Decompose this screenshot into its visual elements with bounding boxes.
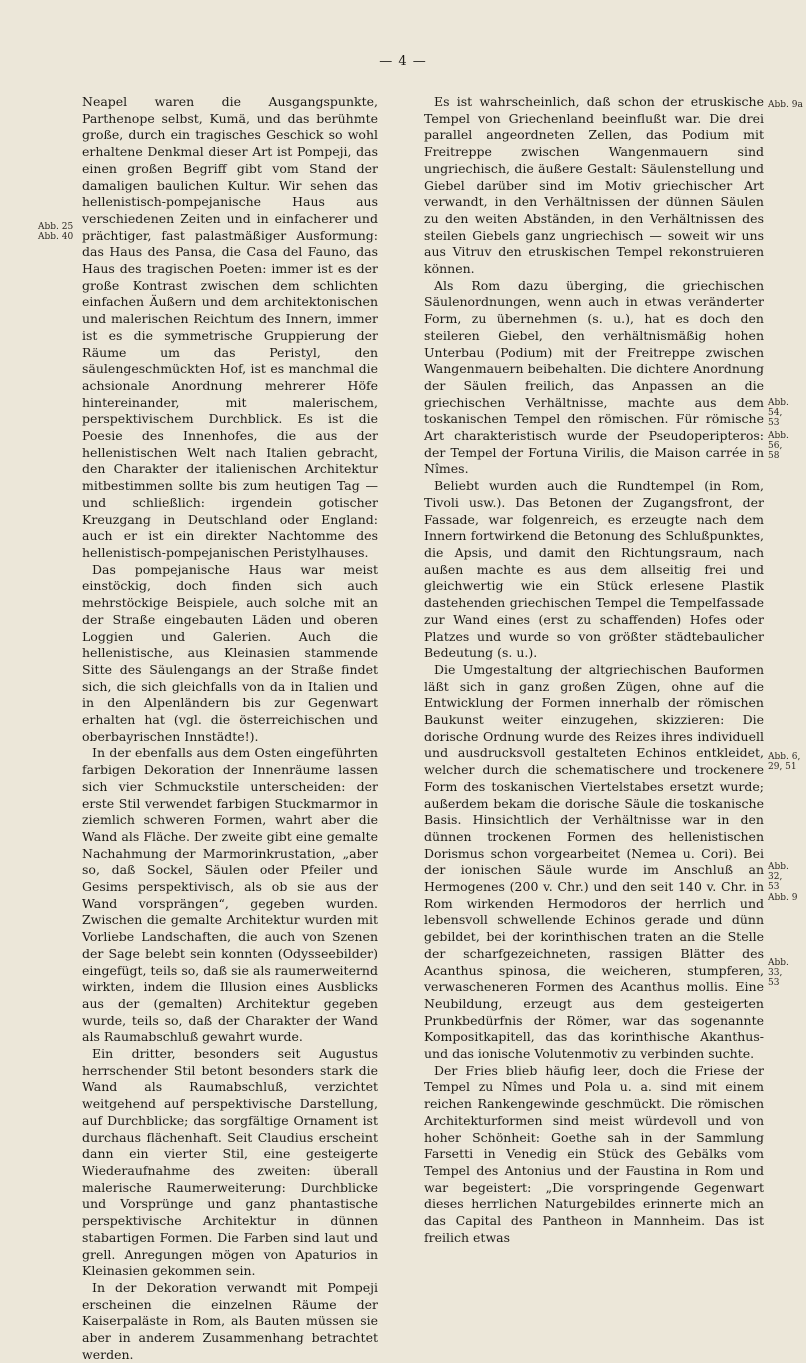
left-column [82, 94, 378, 1363]
figure-reference: Abb. 32, 53 [768, 862, 789, 892]
figure-reference: Abb. 6, 29, 51 [768, 752, 801, 772]
paragraph: Der Fries blieb häufig leer, doch die Friese der Tempel zu Nîmes und Pola u. a. sind mit einem reichen Rankengewinde geschmückt. Die römischen Architekturformen sind meist würdevoll und von hoher Schönheit: Goethe sah in der Sammlung Farsetti in Venedig ein Stück des Gebälks vom Tempel des Antonius und der Faustina in Rom und war begeistert: „Die vorspringende Gegenwart dieses herrlichen Naturgebildes erinnerte mich an das Capital des Pantheon in Mannheim. Das ist freilich etwas [424, 1062, 764, 1245]
page-number: — 4 — [379, 54, 427, 69]
figure-reference: Abb. 56, 58 [768, 431, 789, 461]
paragraph: Als Rom dazu überging, die griechischen Säulenordnungen, wenn auch in etwas veränderter Form, zu übernehmen (s. u.), hat es doch den steileren Giebel, den verhältnismäßig hohen Unterbau (Podium) mit der Freitreppe zwischen Wangenmauern beibehalten. Die dichtere Anordnung der Säulen freilich, das Anpassen an die griechischen Verhältnisse, machte aus dem toskanischen Tempel den römischen. Für römische Art charakteristisch wurde der Pseudoperipteros: der Tempel der Fortuna Virilis, die Maison carrée in Nîmes. [424, 277, 764, 477]
paragraph: Ein dritter, besonders seit Augustus herrschender Stil betont besonders stark die Wand als Raumabschluß, verzichtet weitgehend auf perspektivische Darstellung, auf Durchblicke; das sorgfältige Ornament ist durchaus flächenhaft. Seit Claudius erscheint dann ein vierter Stil, eine gesteigerte Wiederaufnahme des zweiten: überall malerische Raumerweiterung: Durchblicke und Vorsprünge und ganz phantastische perspektivische Architektur in dünnen stabartigen Formen. Die Farben sind laut und grell. Anregungen mögen von Apaturios in Kleinasien gekommen sein. [82, 1046, 378, 1279]
paragraph: Die Umgestaltung der altgriechischen Bauformen läßt sich in ganz großen Zügen, ohne auf die Entwicklung der Formen innerhalb der römischen Baukunst weiter einzugehen, skizzieren: Die dorische Ordnung wurde des Reizes ihres individuell und ausdrucksvoll gestalteten Echinos entkleidet, welcher durch die schematischere und trockenere Form des toskanischen Viertelstabes ersetzt wurde; außerdem bekam die dorische Säule die toskanische Basis. Hinsichtlich der Verhältnisse war in den dünnen trockenen Formen des hellenistischen Dorismus schon vorgearbeitet (Nemea u. Cori). Bei der ionischen Säule wurde im Anschluß an Hermogenes (200 v. Chr.) und den seit 140 v. Chr. in Rom wirkenden Hermodoros der herrlich und lebensvoll schwellende Echinos gerade und dünn gebildet, bei der korinthischen traten an die Stelle der scharfgezeichneten, rassigen Blätter des Acanthus spinosa, die weicheren, stumpferen, verwascheneren Formen des Acanthus mollis. Eine Neubildung, erzeugt aus dem gesteigerten Prunkbedürfnis der Römer, war das sogenannte Kompositkapitell, das das korinthische Akanthus- und das ionische Volutenmotiv zu verbinden suchte. [424, 661, 764, 1062]
figure-reference: Abb. 54, 53 [768, 398, 789, 428]
figure-reference: Abb. 25 Abb. 40 [38, 222, 74, 242]
paragraph: Neapel waren die Ausgangspunkte, Parthenope selbst, Kumä, und das berühmte große, durch ein tragisches Geschick so wohl erhaltene Denkmal dieser Art ist Pompeji, das einen großen Begriff gibt vom Stand der damaligen baulichen Kultur. Wir sehen das hellenistisch-pompejanische Haus aus verschiedenen Zeiten und in einfacherer und prächtiger, fast palastmäßiger Ausformung: das Haus des Pansa, die Casa del Fauno, das Haus des tragischen Poeten: immer ist es der große Kontrast zwischen dem schlichten einfachen Äußern und dem architektonischen und malerischen Reichtum des Innern, immer ist es die symmetrische Gruppierung der Räume um das Peristyl, den säulengeschmückten Hof, ist es manchmal die achsionale Anordnung mehrerer Höfe hintereinander, mit malerischem, perspektivischem Durchblick. Es ist die Poesie des Innenhofes, die aus der hellenistischen Welt nach Italien gebracht, den Charakter der italienischen Architektur mitbestimmen sollte bis zum heutigen Tag — und schließlich: irgendein gotischer Kreuzgang in Deutschland oder England: auch er ist ein direkter Nachtomme des hellenistisch-pompejanischen Peristylhauses. [82, 94, 378, 560]
paragraph: Das pompejanische Haus war meist einstöckig, doch finden sich auch mehrstöckige Beispiele, auch solche mit an der Straße eingebauten Läden und oberen Loggien und Galerien. Auch die hellenistische, aus Kleinasien stammende Sitte des Säulengangs an der Straße findet sich, die sich gleichfalls von da in Italien und in den Alpenländern bis zur Gegenwart erhalten hat (vgl. die österreichischen und oberbayrischen Innstädte!). [82, 561, 378, 744]
paragraph: Beliebt wurden auch die Rundtempel (in Rom, Tivoli usw.). Das Betonen der Zugangsfront, der Fassade, war folgenreich, es erzeugte nach dem Innern fortwirkend die Betonung des Schlußpunktes, die Apsis, und damit den Richtungsraum, nach außen machte es aus dem allseitig frei und gleichwertig wie ein Stück erlesene Plastik dastehenden griechischen Tempel die Tempelfassade zur Wand eines (erst zu schaffenden) Hofes oder Platzes und wurde so von größter städtebaulicher Bedeutung (s. u.). [424, 478, 764, 661]
right-column [424, 94, 764, 1247]
paragraph: In der ebenfalls aus dem Osten eingeführten farbigen Dekoration der Innenräume lassen sich vier Schmuckstile unterscheiden: der erste Stil verwendet farbigen Stuckmarmor in ziemlich schweren Formen, wahrt aber die Wand als Fläche. Der zweite gibt eine gemalte Nachahmung der Marmorinkrustation, „aber so, daß Sockel, Säulen oder Pfeiler und Gesims perspektivisch, als ob sie aus der Wand vorsprängen“, gegeben wurden. Zwischen die gemalte Architektur wurden mit Vorliebe Landschaften, die auch von Szenen der Sage belebt sein konnten (Odysseebilder) eingefügt, teils so, daß sie als raumerweiternd wirkten, indem die Illusion eines Ausblicks aus der (gemalten) Architektur gegeben wurde, teils so, daß der Charakter der Wand als Raumabschluß gewahrt wurde. [82, 745, 378, 1045]
figure-reference: Abb. 33, 53 [768, 958, 789, 988]
paragraph: In der Dekoration verwandt mit Pompeji erscheinen die einzelnen Räume der Kaiserpaläste in Rom, als Bauten müssen sie aber in anderem Zusammenhang betrachtet werden. [82, 1279, 378, 1362]
figure-reference: Abb. 9 [768, 893, 798, 903]
figure-reference: Abb. 9a [768, 100, 803, 110]
paragraph: Es ist wahrscheinlich, daß schon der etruskische Tempel von Griechenland beeinflußt war. Die drei parallel angeordneten Zellen, das Podium mit Freitreppe zwischen Wangenmauern sind ungriechisch, die äußere Gestalt: Säulenstellung und Giebel darüber sind im Motiv griechischer Art verwandt, in den Verhältnissen der dünnen Säulen zu den weiten Abständen, in den Verhältnissen des steilen Giebels ganz ungriechisch — soweit wir uns aus Vitruv den etruskischen Tempel rekonstruieren können. [424, 94, 764, 277]
